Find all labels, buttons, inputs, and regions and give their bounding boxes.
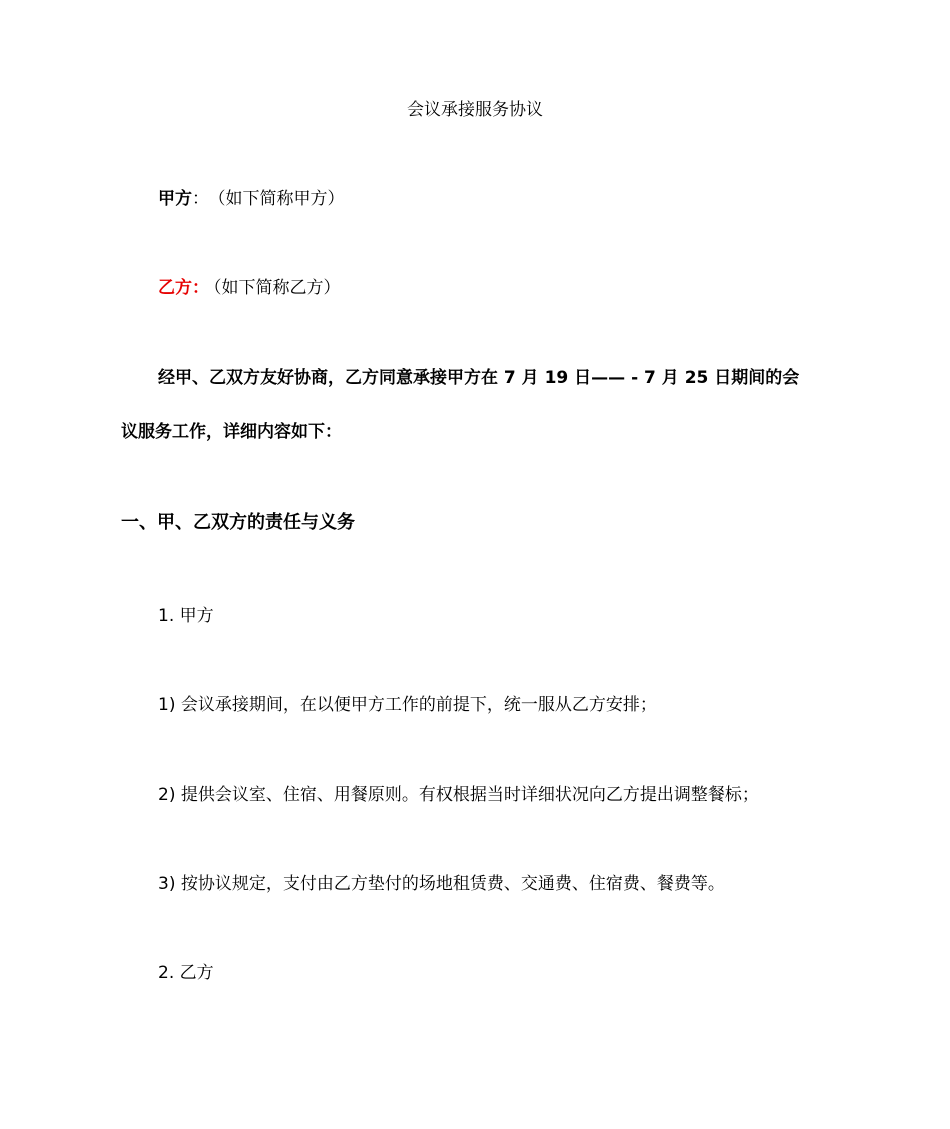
party-b-label: 乙方： <box>158 278 209 298</box>
party-a-colon: ： <box>192 189 209 209</box>
party-b-line <box>158 276 341 300</box>
party-a-duty-item: 1) 会议承接期间，在以便甲方工作的前提下，统一服从乙方安排； <box>158 695 657 715</box>
party-a-note: （如下简称甲方） <box>217 189 345 209</box>
party-b-note: （如下简称乙方） <box>213 278 341 298</box>
party-a-duty-item: 2) 提供会议室、住宿、用餐原则。有权根据当时详细状况向乙方提出调整餐标； <box>158 785 759 805</box>
section-1-heading: 一、甲、乙双方的责任与义务 <box>121 512 355 533</box>
party-b-subsection-title: 2. 乙方 <box>158 963 214 983</box>
party-a-duty-item: 3) 按协议规定，支付由乙方垫付的场地租赁费、交通费、住宿费、餐费等。 <box>158 874 725 894</box>
party-a-line <box>158 187 345 211</box>
intro-line-1: 经甲、乙双方友好协商，乙方同意承接甲方在 7 月 19 日—— - 7 月 25 日期间的会 <box>158 368 800 388</box>
intro-line-2: 议服务工作，详细内容如下： <box>121 422 342 442</box>
document-title: 会议承接服务协议 <box>407 100 543 120</box>
party-a-label: 甲方 <box>158 189 192 209</box>
party-a-subsection-title: 1. 甲方 <box>158 606 214 626</box>
